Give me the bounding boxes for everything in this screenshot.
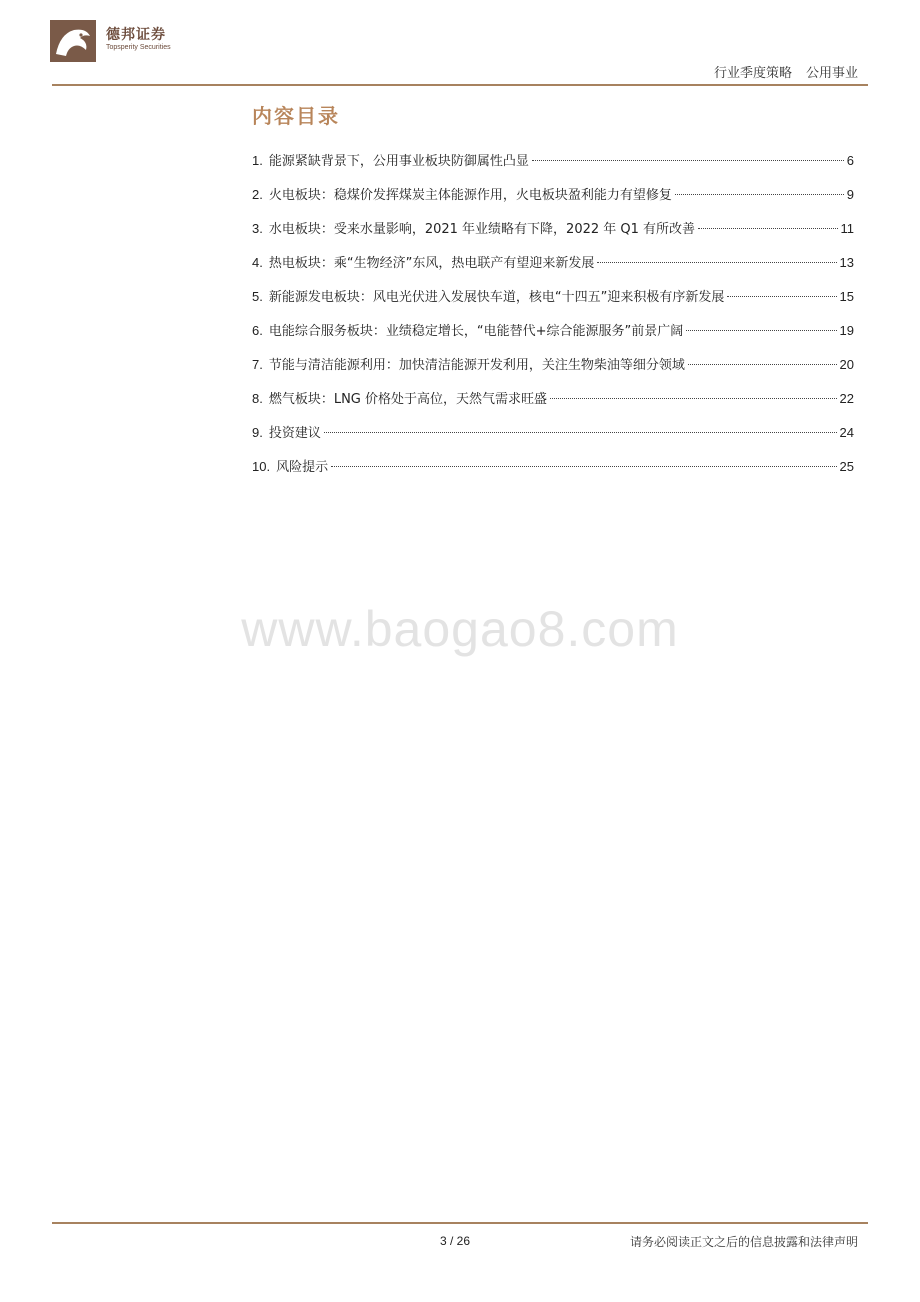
toc-item-text: 火电板块：稳煤价发挥煤炭主体能源作用，火电板块盈利能力有望修复 [268,188,672,203]
toc-item-text: 投资建议 [268,426,321,441]
toc-item-text: 节能与清洁能源利用：加快清洁能源开发利用，关注生物柴油等细分领域 [268,358,685,373]
toc-item-page: 25 [839,459,854,474]
toc-item[interactable] [252,184,854,218]
toc-item-text: 新能源发电板块：风电光伏进入发展快车道，核电“十四五”迎来积极有序新发展 [268,290,725,305]
toc-item-page: 19 [839,323,854,338]
toc-item[interactable] [252,320,854,354]
toc-leader-dots [688,364,837,365]
toc-item-number: 2. [252,187,263,202]
toc-item-page: 24 [839,425,854,440]
toc-item[interactable] [252,388,854,422]
toc-leader-dots [727,296,836,297]
toc-leader-dots [698,228,837,229]
toc-item-number: 3. [252,221,263,236]
toc-item-number: 4. [252,255,263,270]
toc-item[interactable] [252,354,854,388]
toc-item-page: 13 [839,255,854,270]
toc-item-text: 电能综合服务板块：业绩稳定增长，“电能替代+综合能源服务”前景广阔 [268,324,684,339]
toc-item-page: 22 [839,391,854,406]
toc-item[interactable] [252,286,854,320]
toc-item-number: 8. [252,391,263,406]
toc-item-text: 能源紧缺背景下，公用事业板块防御属性凸显 [268,154,529,169]
toc-item-number: 9. [252,425,263,440]
footer-divider [52,1222,868,1224]
toc-item-number: 1. [252,153,263,168]
table-of-contents [252,150,854,490]
toc-title: 内容目录 [252,104,340,128]
report-sector: 公用事业 [805,66,858,81]
toc-item-page: 6 [846,153,854,168]
toc-leader-dots [597,262,836,263]
toc-item-text: 热电板块：乘“生物经济”东风，热电联产有望迎来新发展 [268,256,595,271]
toc-item-text: 燃气板块：LNG 价格处于高位，天然气需求旺盛 [268,392,548,407]
toc-item-number: 5. [252,289,263,304]
logo-mark-icon [50,20,96,62]
toc-item-page: 9 [846,187,854,202]
toc-item[interactable] [252,422,854,456]
toc-item-page: 15 [839,289,854,304]
toc-leader-dots [331,466,836,467]
toc-leader-dots [675,194,844,195]
toc-item-page: 11 [840,221,854,236]
report-type: 行业季度策略 [713,66,792,81]
toc-item[interactable] [252,456,854,490]
toc-item-page: 20 [839,357,854,372]
toc-item-number: 7. [252,357,263,372]
toc-leader-dots [532,160,844,161]
toc-item-number: 6. [252,323,263,338]
report-header [714,62,858,81]
company-logo [50,20,180,64]
toc-item[interactable] [252,252,854,286]
logo-name-cn: 德邦证券 [106,27,166,43]
watermark: www.baogao8.com [241,601,679,657]
toc-item-text: 风险提示 [276,460,329,475]
header-divider [52,84,868,86]
toc-item-text: 水电板块：受来水量影响，2021 年业绩略有下降，2022 年 Q1 有所改善 [268,222,696,237]
toc-item[interactable] [252,218,854,252]
toc-item[interactable] [252,150,854,184]
page-indicator: 3 / 26 [440,1234,471,1248]
legal-disclaimer: 请务必阅读正文之后的信息披露和法律声明 [629,1235,858,1249]
toc-leader-dots [324,432,837,433]
logo-name-en: Topsperity Securities [106,44,171,51]
toc-leader-dots [550,398,837,399]
toc-item-number: 10. [252,459,271,474]
toc-leader-dots [686,330,836,331]
